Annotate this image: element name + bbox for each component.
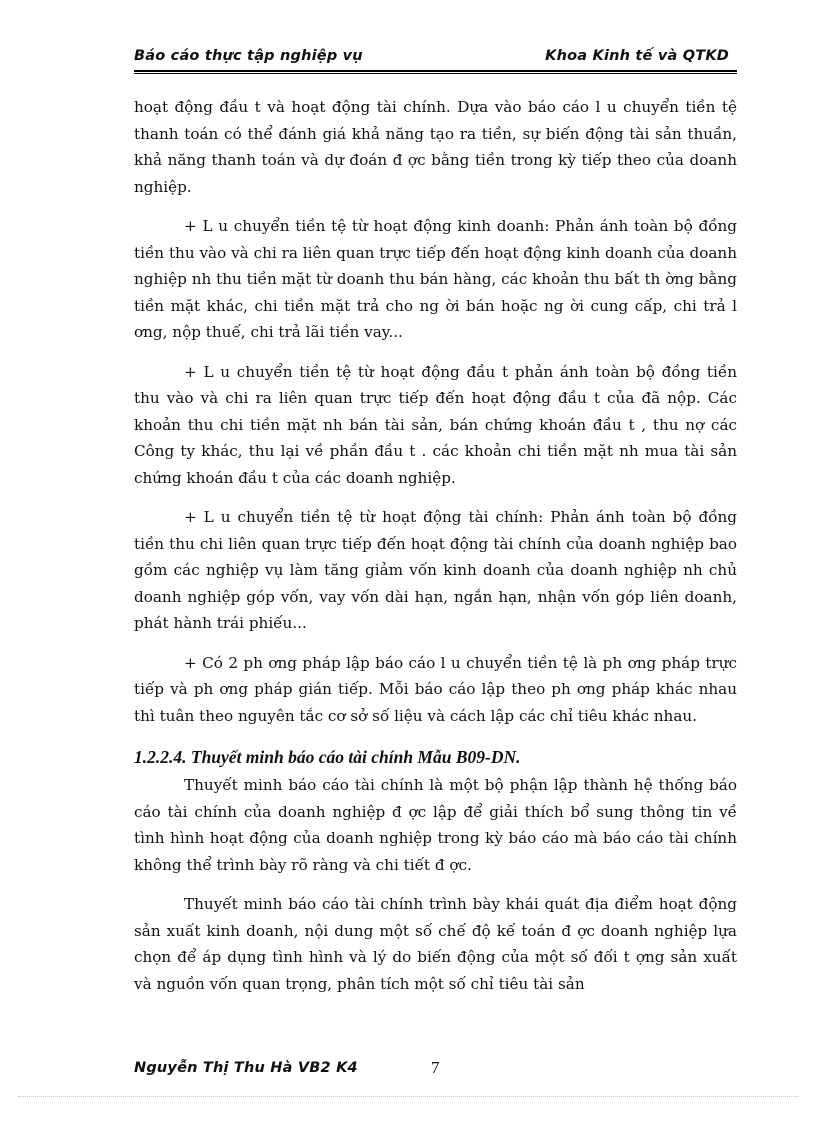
header-report-title: Báo cáo thực tập nghiệp vụ [134, 48, 363, 64]
paragraph-intro: hoạt động đầu t và hoạt động tài chính. Dựa vào báo cáo l u chuyển tiền tệ thanh toán có thể đánh giá khả năng tạo ra tiền, sự biến động tài sản thuần, khả năng thanh toán và dự đoán đ ợc bằng tiền trong kỳ tiếp theo của doanh nghiệp. [134, 98, 737, 196]
paragraph-notes-content: Thuyết minh báo cáo tài chính trình bày khái quát địa điểm hoạt động sản xuất kinh doanh, nội dung một số chế độ kế toán đ ợc doanh nghiệp lựa chọn để áp dụng tình hình và lý do biến động của một số đối t ợng sản xuất và nguồn vốn quan trọng, phân tích một số chỉ tiêu tài sản [134, 895, 737, 993]
paragraph-operating-cashflow: + L u chuyển tiền tệ từ hoạt động kinh doanh: Phản ánh toàn bộ đồng tiền thu vào và chi ra liên quan trực tiếp đến hoạt động kinh doanh của doanh nghiệp nh thu tiền mặt từ doanh thu bán hàng, các khoản thu bất th ờng bằng tiền mặt khác, chi tiền mặt trả cho ng ời bán hoặc ng ời cung cấp, chi trả l ơng, nộp thuế, chi trả lãi tiền vay... [134, 217, 737, 341]
paragraph-investing-cashflow: + L u chuyển tiền tệ từ hoạt động đầu t phản ánh toàn bộ đồng tiền thu vào và chi ra liên quan trực tiếp đến hoạt động đầu t của đã nộp. Các khoản thu chi tiền mặt nh bán tài sản, bán chứng khoán đầu t , thu nợ các Công ty khác, thu lại về phần đầu t . các khoản chi tiền mặt nh mua tài sản chứng khoán đầu t của các doanh nghiệp. [134, 362, 737, 487]
page-header [134, 46, 737, 70]
paragraph-financing-cashflow: + L u chuyển tiền tệ từ hoạt động tài chính: Phản ánh toàn bộ đồng tiền thu chi liên quan trực tiếp đến hoạt động tài chính của doanh nghiệp bao gồm các nghiệp vụ làm tăng giảm vốn kinh doanh của doanh nghiệp nh chủ doanh nghiệp góp vốn, vay vốn dài hạn, ngắn hạn, nhận vốn góp liên doanh, phát hành trái phiếu... [134, 508, 737, 632]
body-text [134, 94, 737, 997]
page-number: 7 [431, 1058, 440, 1077]
section-heading: 1.2.2.4. Thuyết minh báo cáo tài chính Mẫu B09-DN. [134, 747, 521, 767]
paragraph-methods: + Có 2 ph ơng pháp lập báo cáo l u chuyển tiền tệ là ph ơng pháp trực tiếp và ph ơng pháp gián tiếp. Mỗi báo cáo lập theo ph ơng pháp khác nhau thì tuân theo nguyên tắc cơ sở số liệu và cách lập các chỉ tiêu khác nhau. [134, 653, 737, 725]
page-bottom-border [18, 1096, 798, 1097]
paragraph-notes-definition: Thuyết minh báo cáo tài chính là một bộ phận lập thành hệ thống báo cáo tài chính của doanh nghiệp đ ợc lập để giải thích bổ sung thông tin về tình hình hoạt động của doanh nghiệp trong kỳ báo cáo mà báo cáo tài chính không thể trình bày rõ ràng và chi tiết đ ợc. [134, 776, 737, 874]
footer-author: Nguyễn Thị Thu Hà VB2 K4 [134, 1060, 358, 1076]
page-footer [134, 1058, 737, 1084]
header-faculty: Khoa Kinh tế và QTKD [545, 48, 729, 64]
header-divider [134, 70, 737, 74]
